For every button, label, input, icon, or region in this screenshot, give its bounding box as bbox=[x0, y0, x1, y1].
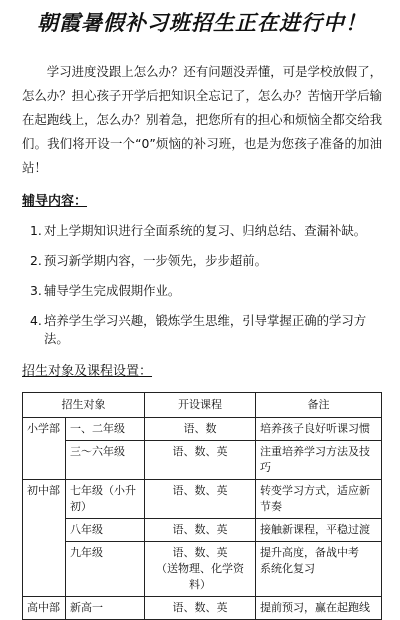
notes-cell: 接触新课程，平稳过渡 bbox=[256, 519, 382, 542]
intro-paragraph: 学习进度没跟上怎么办？还有问题没弄懂，可是学校放假了，怎么办？担心孩子开学后把知识全忘记了，怎么办？苦恼开学后输在起跑线上，怎么办？别着急，把您所有的担心和烦恼全都交给我们。我们将开设一个“0”烦恼的补习班，也是为您孩子准备的加油站！ bbox=[22, 64, 382, 175]
grade-cell: 三～六年级 bbox=[66, 441, 145, 480]
list-item bbox=[22, 282, 382, 300]
table-row bbox=[23, 542, 382, 597]
tutoring-heading: 辅导内容： bbox=[22, 194, 88, 209]
list-item-text: 对上学期知识进行全面系统的复习、归纳总结、查漏补缺。 bbox=[44, 223, 367, 238]
list-item-text: 辅导学生完成假期作业。 bbox=[44, 283, 181, 298]
courses-cell: 语、数、英 bbox=[145, 480, 256, 519]
grade-cell: 八年级 bbox=[66, 519, 145, 542]
courses-text: 语、数、英 bbox=[172, 546, 228, 559]
list-item-text: 预习新学期内容，一步领先，步步超前。 bbox=[44, 253, 268, 268]
table-row bbox=[23, 480, 382, 519]
notes-cell: 转变学习方式，适应新节奏 bbox=[256, 480, 382, 519]
list-item-number: 4. bbox=[30, 313, 42, 328]
page-title: 朝霞暑假补习班招生正在进行中！ bbox=[37, 11, 367, 35]
grade-cell: 九年级 bbox=[66, 542, 145, 597]
grade-cell: 七年级（小升初） bbox=[66, 480, 145, 519]
grade-cell: 一、二年级 bbox=[66, 418, 145, 441]
header-target: 招生对象 bbox=[23, 393, 145, 418]
notes-cell: 注重培养学习方法及技巧 bbox=[256, 441, 382, 480]
notes-extra-text: 系统化复习 bbox=[260, 562, 315, 575]
courses-cell: 语、数、英 bbox=[145, 441, 256, 480]
list-item-number: 2. bbox=[30, 253, 42, 268]
courses-cell: 语、数 bbox=[145, 418, 256, 441]
table-header-row bbox=[23, 393, 382, 418]
tutoring-list bbox=[22, 222, 382, 348]
header-courses: 开设课程 bbox=[145, 393, 256, 418]
notes-cell: 培养孩子良好听课习惯 bbox=[256, 418, 382, 441]
list-item-text: 培养学生学习兴趣，锻炼学生思维，引导掌握正确的学习方法。 bbox=[44, 313, 367, 346]
list-item-number: 3. bbox=[30, 283, 42, 298]
header-notes: 备注 bbox=[256, 393, 382, 418]
dept-cell: 初中部 bbox=[23, 480, 66, 597]
table-row bbox=[23, 519, 382, 542]
table-row bbox=[23, 597, 382, 620]
table-row bbox=[23, 418, 382, 441]
list-item bbox=[22, 252, 382, 270]
courses-extra-text: （送物理、化学资料） bbox=[156, 562, 244, 591]
courses-cell: 语、数、英 bbox=[145, 519, 256, 542]
course-table bbox=[22, 392, 382, 620]
dept-cell: 小学部 bbox=[23, 418, 66, 480]
notes-cell: 提前预习，赢在起跑线 bbox=[256, 597, 382, 620]
courses-cell bbox=[145, 542, 256, 597]
notes-text: 提升高度，备战中考 bbox=[260, 546, 359, 559]
list-item bbox=[22, 312, 382, 348]
grade-cell: 新高一 bbox=[66, 597, 145, 620]
courses-cell: 语、数、英 bbox=[145, 597, 256, 620]
dept-cell: 高中部 bbox=[23, 597, 66, 620]
table-row bbox=[23, 441, 382, 480]
list-item bbox=[22, 222, 382, 240]
notes-cell bbox=[256, 542, 382, 597]
enrollment-heading: 招生对象及课程设置： bbox=[22, 364, 153, 379]
list-item-number: 1. bbox=[30, 223, 42, 238]
